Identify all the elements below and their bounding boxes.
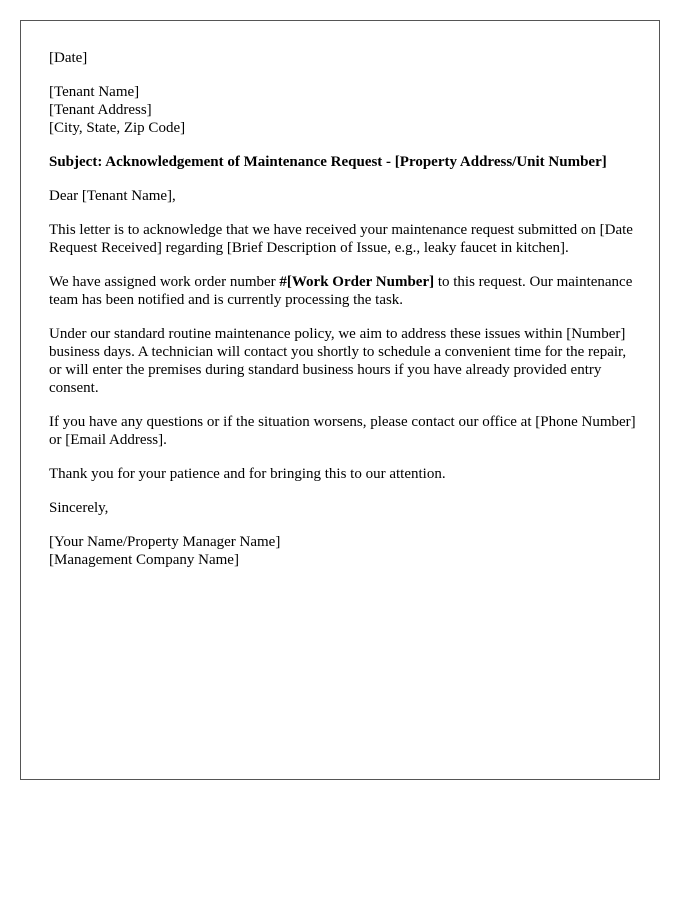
recipient-address-block [49, 83, 639, 137]
management-company: [Management Company Name] [49, 552, 239, 568]
subject-line: Subject: Acknowledgement of Maintenance Request - [Property Address/Unit Number] [49, 154, 607, 170]
paragraph-work-order [49, 273, 639, 309]
tenant-city-state-zip: [City, State, Zip Code] [49, 120, 186, 136]
date-line: [Date] [49, 50, 88, 66]
letter-body [49, 49, 639, 585]
signature-block [49, 533, 639, 569]
paragraph-thanks: Thank you for your patience and for bringing this to our attention. [49, 466, 446, 482]
work-order-number: #[Work Order Number] [279, 274, 435, 290]
salutation: Dear [Tenant Name], [49, 188, 176, 204]
tenant-name: [Tenant Name] [49, 84, 140, 100]
tenant-address: [Tenant Address] [49, 102, 152, 118]
signer-name: [Your Name/Property Manager Name] [49, 534, 281, 550]
closing: Sincerely, [49, 500, 109, 516]
paragraph-contact: If you have any questions or if the situation worsens, please contact our office at [Phone Number] or [Email Address]. [49, 414, 636, 448]
paragraph-policy: Under our standard routine maintenance policy, we aim to address these issues within [Number] business days. A technician will contact you shortly to schedule a convenient time for the repair, or will enter the premises during standard business hours if you have already provided entry consent. [49, 326, 627, 396]
letter-date [49, 49, 639, 67]
work-order-text-after: to this request. Our maintenance team has been notified and is currently processing the task. [49, 274, 633, 308]
paragraph-acknowledgement: This letter is to acknowledge that we have received your maintenance request submitted on [Date Request Received] regarding [Brief Description of Issue, e.g., leaky faucet in kitchen]. [49, 222, 633, 256]
work-order-text-before: We have assigned work order number [49, 274, 280, 290]
letter-page [20, 20, 660, 780]
